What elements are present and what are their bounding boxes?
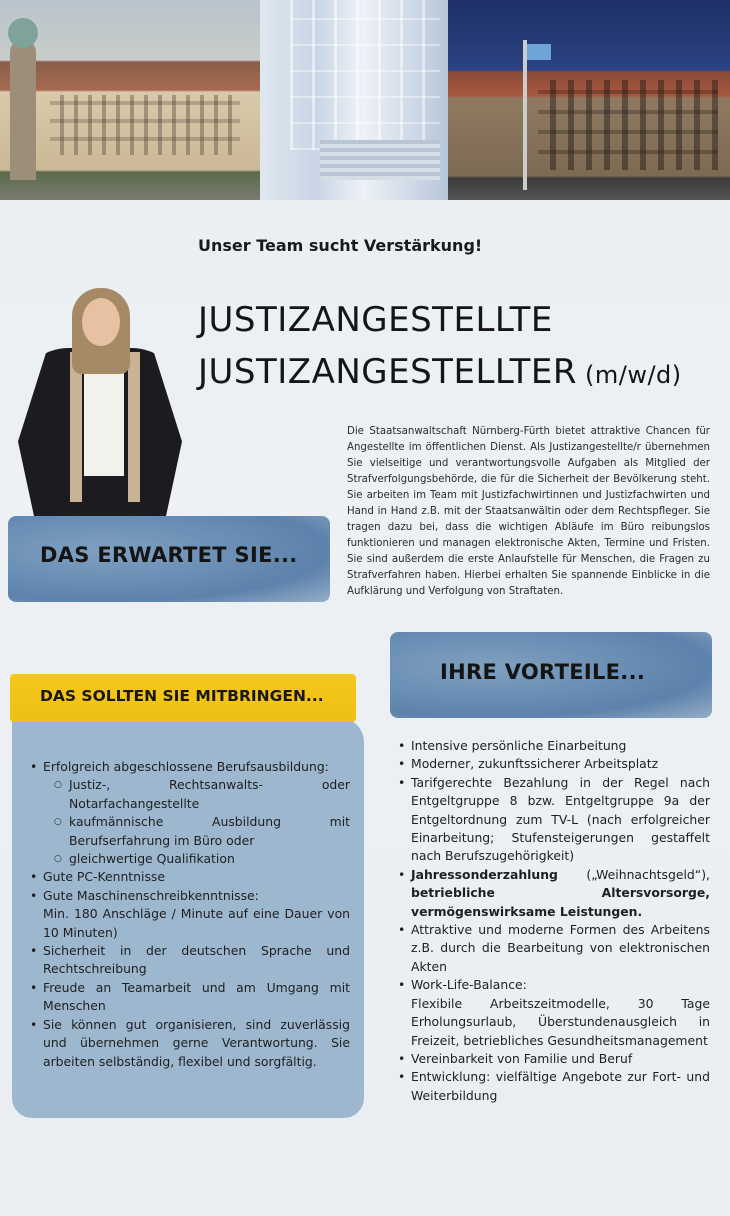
list-item: • Attraktive und moderne Formen des Arbeitens z.B. durch die Bearbeitung von elektronischen Akten: [396, 921, 710, 976]
gender-suffix: (m/w/d): [585, 361, 682, 389]
building-windows: [538, 80, 718, 170]
modern-building-photo: [260, 0, 448, 200]
list-item: [28, 887, 350, 942]
job-title-line-2-text: JUSTIZANGESTELLTER: [198, 352, 578, 392]
list-subitem: ○ Justiz-, Rechtsanwalts- oder Notarfachangestellte: [28, 776, 350, 813]
list-item: • Intensive persönliche Einarbeitung: [396, 737, 710, 755]
requirements-list: [28, 758, 350, 1071]
section-title-requirements: DAS SOLLTEN SIE MITBRINGEN...: [40, 687, 324, 705]
list-item: [396, 866, 710, 921]
list-item: • Gute PC-Kenntnisse: [28, 868, 350, 886]
job-title-line-2: [198, 346, 682, 401]
section-title-benefits: IHRE VORTEILE...: [440, 660, 646, 684]
list-item: • Freude an Teamarbeit und am Umgang mit Menschen: [28, 979, 350, 1016]
list-item-detail: Flexibile Arbeitszeitmodelle, 30 Tage Erholungsurlaub, Überstundenausgleich in Freizeit, betriebliches Gesundheitsmanagement: [411, 995, 710, 1048]
list-item: • Tarifgerechte Bezahlung in der Regel nach Entgeltgruppe 8 bzw. Entgeltgruppe 9a der Entgeltordnung zum TV-L (nach erfolgreicher Einarbeitung; Stufensteigerungen gestaffelt nach Berufszugehörigkeit): [396, 774, 710, 866]
tower-shape: [10, 40, 36, 180]
list-item: • Vereinbarkeit von Familie und Beruf: [396, 1050, 710, 1068]
list-item-bold: betriebliche Altersvorsorge, vermögenswirksame Leistungen.: [411, 885, 710, 919]
intro-paragraph: Die Staatsanwaltschaft Nürnberg-Fürth bietet attraktive Chancen für Angestellte im öffentlichen Dienst. Als Justizangestellte/r übernehmen Sie vielseitige und verantwortungsvolle Aufgaben als Mitglied der Strafverfolgungsbehörde, die für die Sicherheit der Bevölkerung steht. Sie arbeiten im Team mit Justizfachwirtinnen und Justizfachwirten und Hand in Hand z.B. mit der Staatsanwältin oder dem Rechtspfleger. Sie tragen dazu bei, dass die wichtigen Abläufe im Büro reibungslos funktionieren und managen elektronische Akten, Termine und Fristen. Sie sind außerdem die erste Anlaufstelle für Menschen, die Fragen zu Strafverfahren haben. Hierbei erhalten Sie spannende Einblicke in die Aufklärung und Verfolgung von Straftaten.: [347, 426, 710, 597]
list-item: • Sie können gut organisieren, sind zuverlässig und übernehmen gerne Verantwortung. Sie arbeiten selbständig, flexibel und sorgfältig.: [28, 1016, 350, 1071]
flag-icon: [523, 40, 527, 190]
benefits-list: [396, 737, 710, 1105]
person-in-robe-image: [10, 286, 182, 518]
job-title: [198, 294, 682, 401]
list-subitem: ○ kaufmännische Ausbildung mit Berufserfahrung im Büro oder: [28, 813, 350, 850]
section-title-expect: DAS ERWARTET SIE...: [40, 543, 298, 567]
list-item: • Erfolgreich abgeschlossene Berufsausbildung:: [28, 758, 350, 776]
list-item-bold: Jahressonderzahlung: [411, 866, 558, 882]
courthouse-photo-2: [448, 0, 730, 200]
page-subtitle: Unser Team sucht Verstärkung!: [198, 236, 483, 255]
glass-facade: [290, 0, 440, 150]
courthouse-photo-1: [0, 0, 260, 200]
list-item-text: („Weihnachtsgeld“),: [557, 866, 710, 882]
job-title-line-1: JUSTIZANGESTELLTE: [198, 300, 553, 340]
list-item: • Entwicklung: vielfältige Angebote zur Fort- und Weiterbildung: [396, 1068, 710, 1105]
entrance-stairs: [320, 140, 440, 180]
list-item-text: Work-Life-Balance:: [411, 977, 527, 993]
list-item-text: Gute Maschinenschreibkenntnisse:: [43, 887, 259, 903]
header-photos: [0, 0, 730, 200]
list-item-detail: Min. 180 Anschläge / Minute auf eine Dauer von 10 Minuten): [43, 906, 350, 940]
building-windows: [50, 95, 240, 155]
list-subitem: ○ gleichwertige Qualifikation: [28, 850, 350, 868]
list-item: • Sicherheit in der deutschen Sprache und Rechtschreibung: [28, 942, 350, 979]
list-item: • Moderner, zukunftssicherer Arbeitsplatz: [396, 755, 710, 773]
list-item: [396, 976, 710, 1050]
